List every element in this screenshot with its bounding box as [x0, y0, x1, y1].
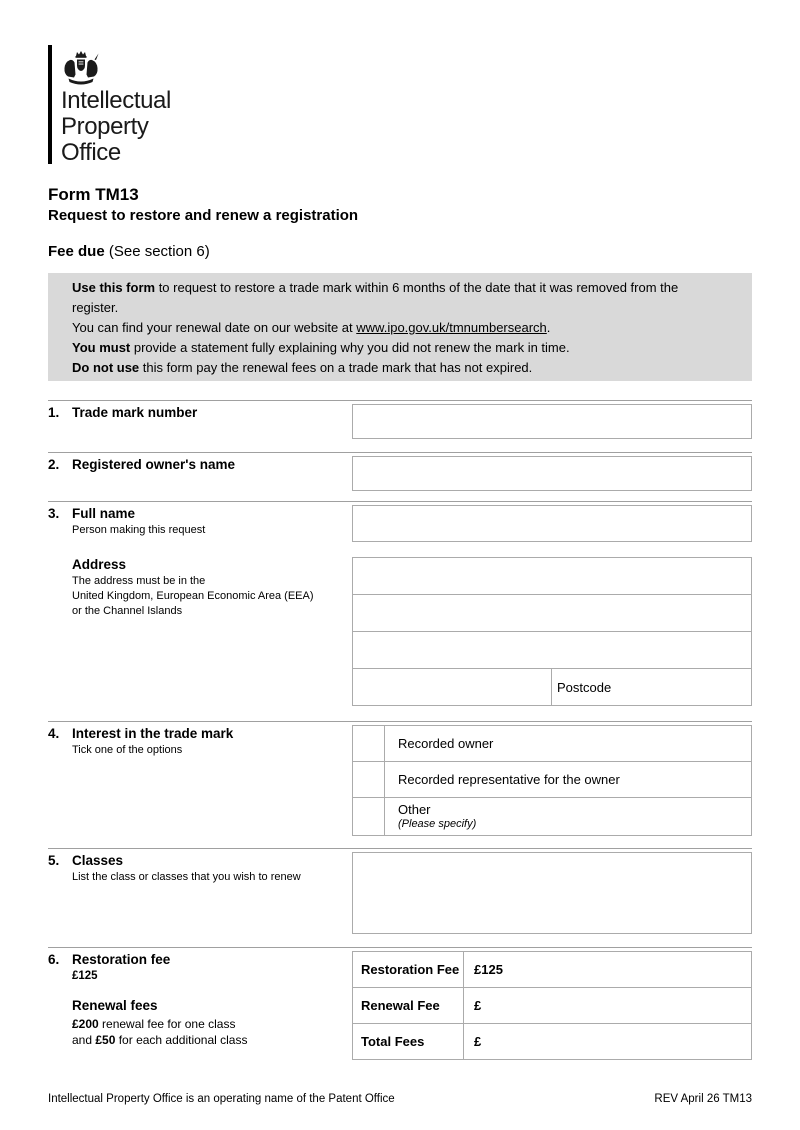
postcode-label: Postcode — [557, 679, 612, 695]
classes-input[interactable] — [352, 852, 752, 934]
logo-vertical-bar — [48, 45, 52, 164]
footer-left-text: Intellectual Property Office is an operating name of the Patent Office — [48, 1093, 395, 1105]
section-4-number: 4. — [48, 726, 60, 741]
section-full-name-address — [48, 501, 752, 721]
checkbox-other[interactable] — [352, 797, 385, 836]
option-label-other: Other — [398, 802, 431, 817]
renewal-note-1: £200 renewal fee for one class — [72, 1017, 236, 1031]
instructions-box — [48, 273, 752, 381]
fee-due-label: Fee due — [48, 243, 105, 260]
address-line-2-input[interactable] — [352, 594, 752, 632]
option-row-recorded-owner — [352, 725, 752, 762]
address-title: Address — [72, 557, 127, 572]
ipo-logo — [48, 45, 752, 166]
restoration-fee-amount: £125 — [72, 970, 98, 982]
section-5-number: 5. — [48, 853, 60, 868]
section-2-number: 2. — [48, 457, 60, 472]
restoration-fee-value[interactable]: £125 — [463, 951, 752, 988]
fee-row-restoration — [352, 951, 752, 988]
fee-due-note: (See section 6) — [104, 243, 210, 260]
form-subtitle: Request to restore and renew a registration — [48, 207, 359, 224]
option-label-recorded-owner: Recorded owner — [398, 736, 494, 751]
tmnumbersearch-link[interactable]: www.ipo.gov.uk/tmnumbersearch — [356, 320, 547, 335]
checkbox-recorded-owner[interactable] — [352, 725, 385, 762]
section-fees — [48, 947, 752, 1060]
section-registered-owner — [48, 452, 752, 501]
address-note-3: or the Channel Islands — [72, 605, 183, 617]
royal-coat-of-arms-icon — [61, 49, 101, 86]
fees-table — [352, 951, 752, 1060]
instruction-line-2: You can find your renewal date on our website at www.ipo.gov.uk/tmnumbersearch. — [72, 320, 551, 335]
address-note-1: The address must be in the — [72, 575, 206, 587]
form-title: Form TM13 — [48, 185, 139, 204]
total-fees-value[interactable]: £ — [463, 1023, 752, 1060]
postcode-input[interactable] — [551, 668, 752, 706]
section-1-title: Trade mark number — [72, 405, 198, 420]
registered-owner-name-input[interactable] — [352, 456, 752, 491]
address-note-2: United Kingdom, European Economic Area (EEA) — [72, 590, 314, 602]
address-inputs — [352, 557, 752, 706]
logo-line-1: Intellectual — [61, 87, 171, 114]
renewal-fees-title: Renewal fees — [72, 998, 158, 1013]
instruction-line-4: Do not use this form pay the renewal fees on a trade mark that has not expired. — [72, 360, 533, 375]
trade-mark-number-input[interactable] — [352, 404, 752, 439]
section-5-title: Classes — [72, 853, 124, 868]
fee-row-total — [352, 1023, 752, 1060]
option-sublabel-please-specify: (Please specify) — [398, 818, 477, 830]
renewal-note-2: and £50 for each additional class — [72, 1033, 248, 1047]
renewal-fee-value[interactable]: £ — [463, 987, 752, 1024]
section-interest-in-trade-mark — [48, 721, 752, 848]
logo-line-2: Property — [61, 113, 149, 140]
option-row-recorded-representative — [352, 761, 752, 798]
restoration-fee-label: Restoration Fee — [352, 951, 464, 988]
section-1-number: 1. — [48, 405, 60, 420]
option-label-recorded-representative: Recorded representative for the owner — [398, 772, 620, 787]
total-fees-label: Total Fees — [352, 1023, 464, 1060]
footer-right-text: REV April 26 TM13 — [654, 1093, 752, 1105]
section-4-title: Interest in the trade mark — [72, 726, 234, 741]
renewal-fee-label: Renewal Fee — [352, 987, 464, 1024]
address-line-1-input[interactable] — [352, 557, 752, 595]
section-3-title: Full name — [72, 506, 136, 521]
section-6-title: Restoration fee — [72, 952, 171, 967]
fee-due-line — [48, 243, 752, 260]
section-5-subtitle: List the class or classes that you wish to renew — [72, 871, 301, 883]
logo-text — [61, 88, 171, 166]
page-footer — [48, 1093, 752, 1106]
full-name-input[interactable] — [352, 505, 752, 542]
fee-row-renewal — [352, 987, 752, 1024]
section-4-subtitle: Tick one of the options — [72, 744, 183, 756]
address-line-3-input[interactable] — [352, 631, 752, 669]
logo-line-3: Office — [61, 139, 121, 166]
checkbox-recorded-representative[interactable] — [352, 761, 385, 798]
instruction-line-3: You must provide a statement fully explaining why you did not renew the mark in time. — [72, 340, 570, 355]
option-row-other — [352, 797, 752, 836]
section-3-subtitle: Person making this request — [72, 524, 206, 536]
address-line-4-input[interactable] — [352, 668, 552, 706]
interest-options-table — [352, 725, 752, 836]
instruction-line-1: Use this form to request to restore a trade mark within 6 months of the date that it was removed from the register. — [72, 280, 679, 315]
section-3-number: 3. — [48, 506, 60, 521]
section-classes — [48, 848, 752, 947]
section-6-number: 6. — [48, 952, 60, 967]
section-trade-mark-number — [48, 400, 752, 452]
section-2-title: Registered owner's name — [72, 457, 236, 472]
